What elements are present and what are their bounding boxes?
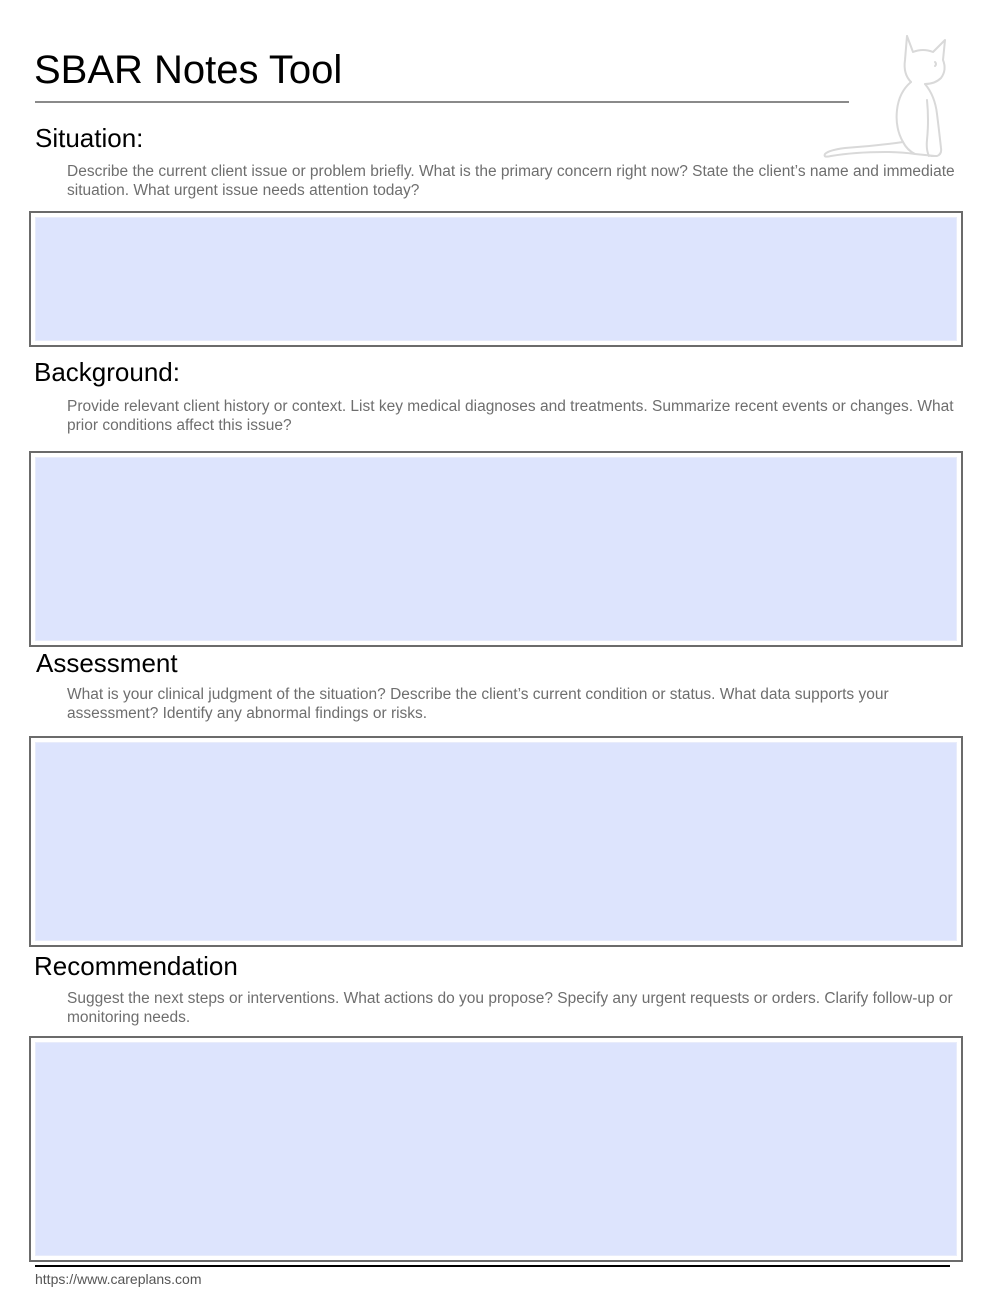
situation-description: Describe the current client issue or problem briefly. What is the primary concern right now? State the client’s name and immediate situation. What urgent issue needs attention today? [67,163,955,199]
background-input[interactable] [35,457,957,641]
background-description: Provide relevant client history or context. List key medical diagnoses and treatments. Summarize recent events or changes. What prior conditions affect this issue? [67,398,954,434]
sitting-cat-icon [815,30,955,162]
recommendation-heading: Recommendation [34,951,238,981]
background-heading: Background: [34,357,180,387]
assessment-input[interactable] [35,742,957,941]
assessment-description: What is your clinical judgment of the situation? Describe the client’s current condition or status. What data supports your assessment? Identify any abnormal findings or risks. [67,686,889,722]
page-title: SBAR Notes Tool [34,48,343,92]
footer-divider [35,1265,950,1267]
situation-input[interactable] [35,217,957,341]
footer-url: https://www.careplans.com [35,1271,202,1287]
recommendation-description: Suggest the next steps or interventions. What actions do you propose? Specify any urgent requests or orders. Clarify follow-up or monitoring needs. [67,990,953,1026]
recommendation-input[interactable] [35,1042,957,1256]
title-divider [35,101,849,103]
situation-field-frame [29,211,963,347]
assessment-field-frame [29,736,963,947]
situation-heading: Situation: [35,123,144,153]
assessment-heading: Assessment [36,648,178,678]
background-field-frame [29,451,963,647]
recommendation-field-frame [29,1036,963,1262]
